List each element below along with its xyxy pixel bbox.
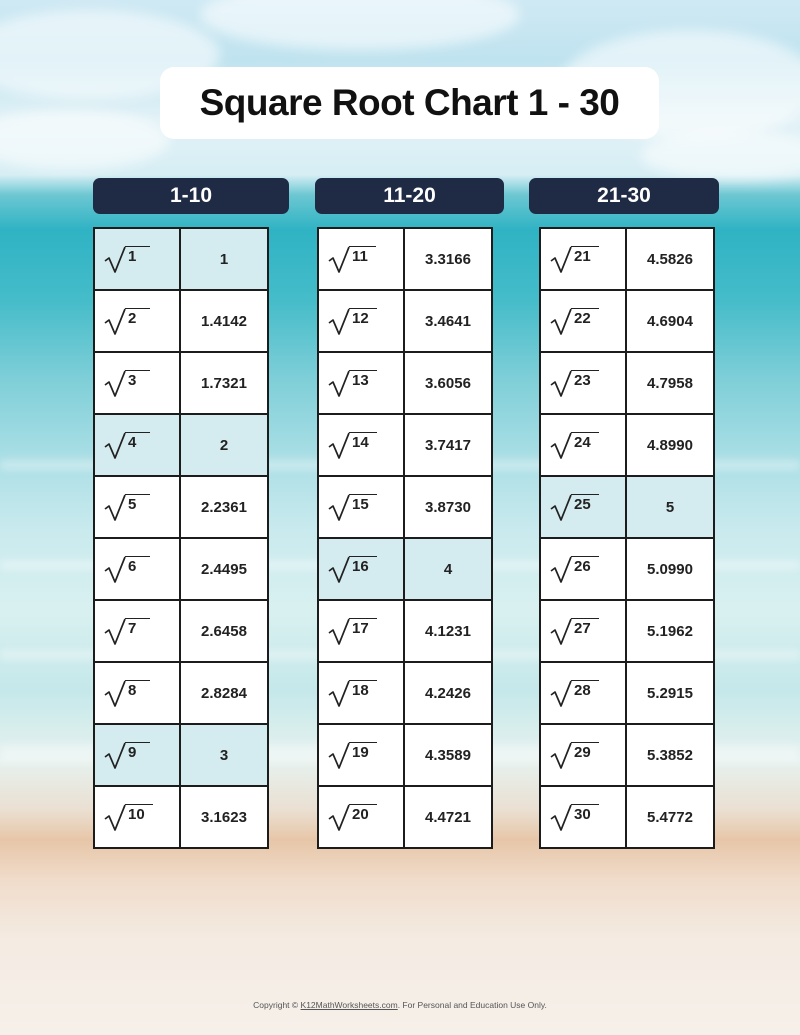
radicand: 8 [125, 680, 150, 699]
radical-cell [318, 600, 404, 662]
table-row [94, 290, 268, 352]
root-value: 4.3589 [404, 724, 492, 786]
column-2 [315, 178, 504, 826]
root-value: 5 [626, 476, 714, 538]
column-1 [93, 178, 289, 826]
column-header: 21-30 [529, 178, 719, 214]
page-title: Square Root Chart 1 - 30 [199, 82, 620, 123]
table-row [318, 414, 492, 476]
table-row [540, 352, 714, 414]
root-value: 2.6458 [180, 600, 268, 662]
radical-cell [540, 476, 626, 538]
root-value: 4.2426 [404, 662, 492, 724]
radicand: 18 [349, 680, 377, 699]
table-row [94, 600, 268, 662]
table-row [540, 414, 714, 476]
root-value: 4.1231 [404, 600, 492, 662]
square-root-expression [104, 678, 150, 708]
square-root-expression [550, 678, 599, 708]
root-value: 3.4641 [404, 290, 492, 352]
radicand: 26 [571, 556, 599, 575]
square-root-expression [104, 740, 150, 770]
radical-sign-icon [328, 368, 350, 398]
table-row [540, 600, 714, 662]
radical-sign-icon [550, 678, 572, 708]
radical-sign-icon [550, 616, 572, 646]
root-value: 4.6904 [626, 290, 714, 352]
radicand: 20 [349, 804, 377, 823]
table-row [318, 290, 492, 352]
radical-cell [540, 724, 626, 786]
radicand: 14 [349, 432, 377, 451]
root-value: 2.8284 [180, 662, 268, 724]
square-root-expression [104, 492, 150, 522]
root-value: 1 [180, 228, 268, 290]
radicand: 6 [125, 556, 150, 575]
radical-sign-icon [328, 244, 350, 274]
root-value: 1.4142 [180, 290, 268, 352]
radical-cell [94, 352, 180, 414]
radical-cell [540, 414, 626, 476]
radical-sign-icon [104, 306, 126, 336]
square-root-expression [328, 430, 377, 460]
radical-cell [94, 228, 180, 290]
radical-sign-icon [104, 492, 126, 522]
radical-cell [540, 538, 626, 600]
square-root-expression [328, 306, 377, 336]
root-value: 4.8990 [626, 414, 714, 476]
square-root-expression [328, 554, 377, 584]
radical-sign-icon [550, 368, 572, 398]
footer-link[interactable]: K12MathWorksheets.com [300, 1000, 398, 1010]
radicand: 11 [349, 246, 376, 265]
radical-sign-icon [104, 616, 126, 646]
title-card [160, 67, 659, 139]
radical-cell [94, 662, 180, 724]
radical-cell [94, 600, 180, 662]
root-value: 4.4721 [404, 786, 492, 848]
radicand: 16 [349, 556, 377, 575]
root-value: 4.5826 [626, 228, 714, 290]
radical-cell [318, 290, 404, 352]
square-root-expression [550, 554, 599, 584]
root-value: 5.0990 [626, 538, 714, 600]
root-value: 5.1962 [626, 600, 714, 662]
radicand: 21 [571, 246, 599, 265]
radicand: 3 [125, 370, 150, 389]
radical-cell [94, 290, 180, 352]
radicand: 29 [571, 742, 599, 761]
radical-sign-icon [104, 678, 126, 708]
square-root-expression [550, 306, 599, 336]
root-value: 3.1623 [180, 786, 268, 848]
root-value: 4 [404, 538, 492, 600]
square-root-expression [328, 802, 377, 832]
radical-sign-icon [328, 678, 350, 708]
radicand: 19 [349, 742, 377, 761]
footer-suffix: . For Personal and Education Use Only. [397, 1000, 547, 1010]
table-row [318, 786, 492, 848]
square-root-expression [328, 368, 377, 398]
square-root-expression [328, 616, 377, 646]
square-root-expression [328, 678, 377, 708]
radical-sign-icon [550, 492, 572, 522]
footer-prefix: Copyright © [253, 1000, 301, 1010]
square-root-expression [328, 740, 377, 770]
square-root-expression [550, 802, 599, 832]
table-row [94, 414, 268, 476]
radical-cell [318, 352, 404, 414]
table-row [540, 724, 714, 786]
root-value: 5.3852 [626, 724, 714, 786]
table-row [540, 538, 714, 600]
radical-sign-icon [550, 554, 572, 584]
square-root-expression [104, 368, 150, 398]
radical-cell [318, 786, 404, 848]
root-value: 5.4772 [626, 786, 714, 848]
copyright-footer [0, 1000, 800, 1010]
radicand: 28 [571, 680, 599, 699]
column-header: 11-20 [315, 178, 504, 214]
square-root-expression [328, 244, 376, 274]
root-value: 2 [180, 414, 268, 476]
radical-sign-icon [328, 554, 350, 584]
radicand: 10 [125, 804, 153, 823]
radicand: 9 [125, 742, 150, 761]
square-root-table [317, 227, 493, 849]
radical-sign-icon [328, 740, 350, 770]
radical-sign-icon [104, 554, 126, 584]
square-root-expression [550, 368, 599, 398]
square-root-table [539, 227, 715, 849]
radical-sign-icon [550, 430, 572, 460]
square-root-table [93, 227, 269, 849]
square-root-expression [550, 492, 599, 522]
table-row [94, 228, 268, 290]
square-root-expression [104, 430, 150, 460]
radical-cell [540, 290, 626, 352]
table-row [540, 290, 714, 352]
radical-cell [540, 352, 626, 414]
radical-sign-icon [104, 430, 126, 460]
radical-cell [318, 538, 404, 600]
radical-sign-icon [328, 306, 350, 336]
table-row [540, 476, 714, 538]
radical-sign-icon [104, 244, 126, 274]
radical-sign-icon [328, 492, 350, 522]
table-row [540, 662, 714, 724]
radicand: 13 [349, 370, 377, 389]
radical-cell [318, 228, 404, 290]
radical-cell [318, 414, 404, 476]
radical-cell [540, 228, 626, 290]
square-root-expression [104, 802, 153, 832]
root-value: 3.6056 [404, 352, 492, 414]
square-root-expression [104, 244, 150, 274]
table-row [318, 352, 492, 414]
radicand: 15 [349, 494, 377, 513]
square-root-expression [550, 616, 599, 646]
radical-cell [540, 662, 626, 724]
radical-cell [94, 538, 180, 600]
table-row [94, 662, 268, 724]
radicand: 7 [125, 618, 150, 637]
radical-sign-icon [550, 244, 572, 274]
table-row [318, 600, 492, 662]
radical-cell [540, 600, 626, 662]
table-row [94, 476, 268, 538]
radicand: 22 [571, 308, 599, 327]
root-value: 3.7417 [404, 414, 492, 476]
radicand: 23 [571, 370, 599, 389]
radical-cell [540, 786, 626, 848]
square-root-expression [104, 306, 150, 336]
column-header: 1-10 [93, 178, 289, 214]
radicand: 27 [571, 618, 599, 637]
table-row [318, 724, 492, 786]
table-row [94, 352, 268, 414]
square-root-expression [104, 616, 150, 646]
radical-cell [318, 476, 404, 538]
radical-sign-icon [328, 430, 350, 460]
radicand: 24 [571, 432, 599, 451]
radical-cell [94, 786, 180, 848]
square-root-expression [550, 430, 599, 460]
radical-sign-icon [550, 306, 572, 336]
table-row [94, 786, 268, 848]
root-value: 3.3166 [404, 228, 492, 290]
radical-cell [318, 724, 404, 786]
table-row [94, 724, 268, 786]
root-value: 3.8730 [404, 476, 492, 538]
radical-sign-icon [550, 740, 572, 770]
radical-sign-icon [104, 802, 126, 832]
radical-sign-icon [328, 802, 350, 832]
table-row [318, 228, 492, 290]
radicand: 12 [349, 308, 377, 327]
root-value: 2.2361 [180, 476, 268, 538]
radicand: 4 [125, 432, 150, 451]
table-row [318, 538, 492, 600]
radical-sign-icon [104, 368, 126, 398]
square-root-expression [104, 554, 150, 584]
radical-sign-icon [104, 740, 126, 770]
radicand: 30 [571, 804, 599, 823]
radical-cell [318, 662, 404, 724]
radicand: 25 [571, 494, 599, 513]
root-value: 2.4495 [180, 538, 268, 600]
radicand: 5 [125, 494, 150, 513]
radical-cell [94, 414, 180, 476]
table-row [540, 786, 714, 848]
table-row [318, 476, 492, 538]
root-value: 5.2915 [626, 662, 714, 724]
root-value: 4.7958 [626, 352, 714, 414]
root-value: 3 [180, 724, 268, 786]
radical-cell [94, 476, 180, 538]
root-value: 1.7321 [180, 352, 268, 414]
table-row [318, 662, 492, 724]
table-row [540, 228, 714, 290]
square-root-expression [328, 492, 377, 522]
column-3 [529, 178, 719, 826]
radical-cell [94, 724, 180, 786]
square-root-expression [550, 740, 599, 770]
radical-sign-icon [328, 616, 350, 646]
radical-sign-icon [550, 802, 572, 832]
radicand: 17 [349, 618, 377, 637]
radicand: 1 [125, 246, 150, 265]
radicand: 2 [125, 308, 150, 327]
table-row [94, 538, 268, 600]
square-root-expression [550, 244, 599, 274]
